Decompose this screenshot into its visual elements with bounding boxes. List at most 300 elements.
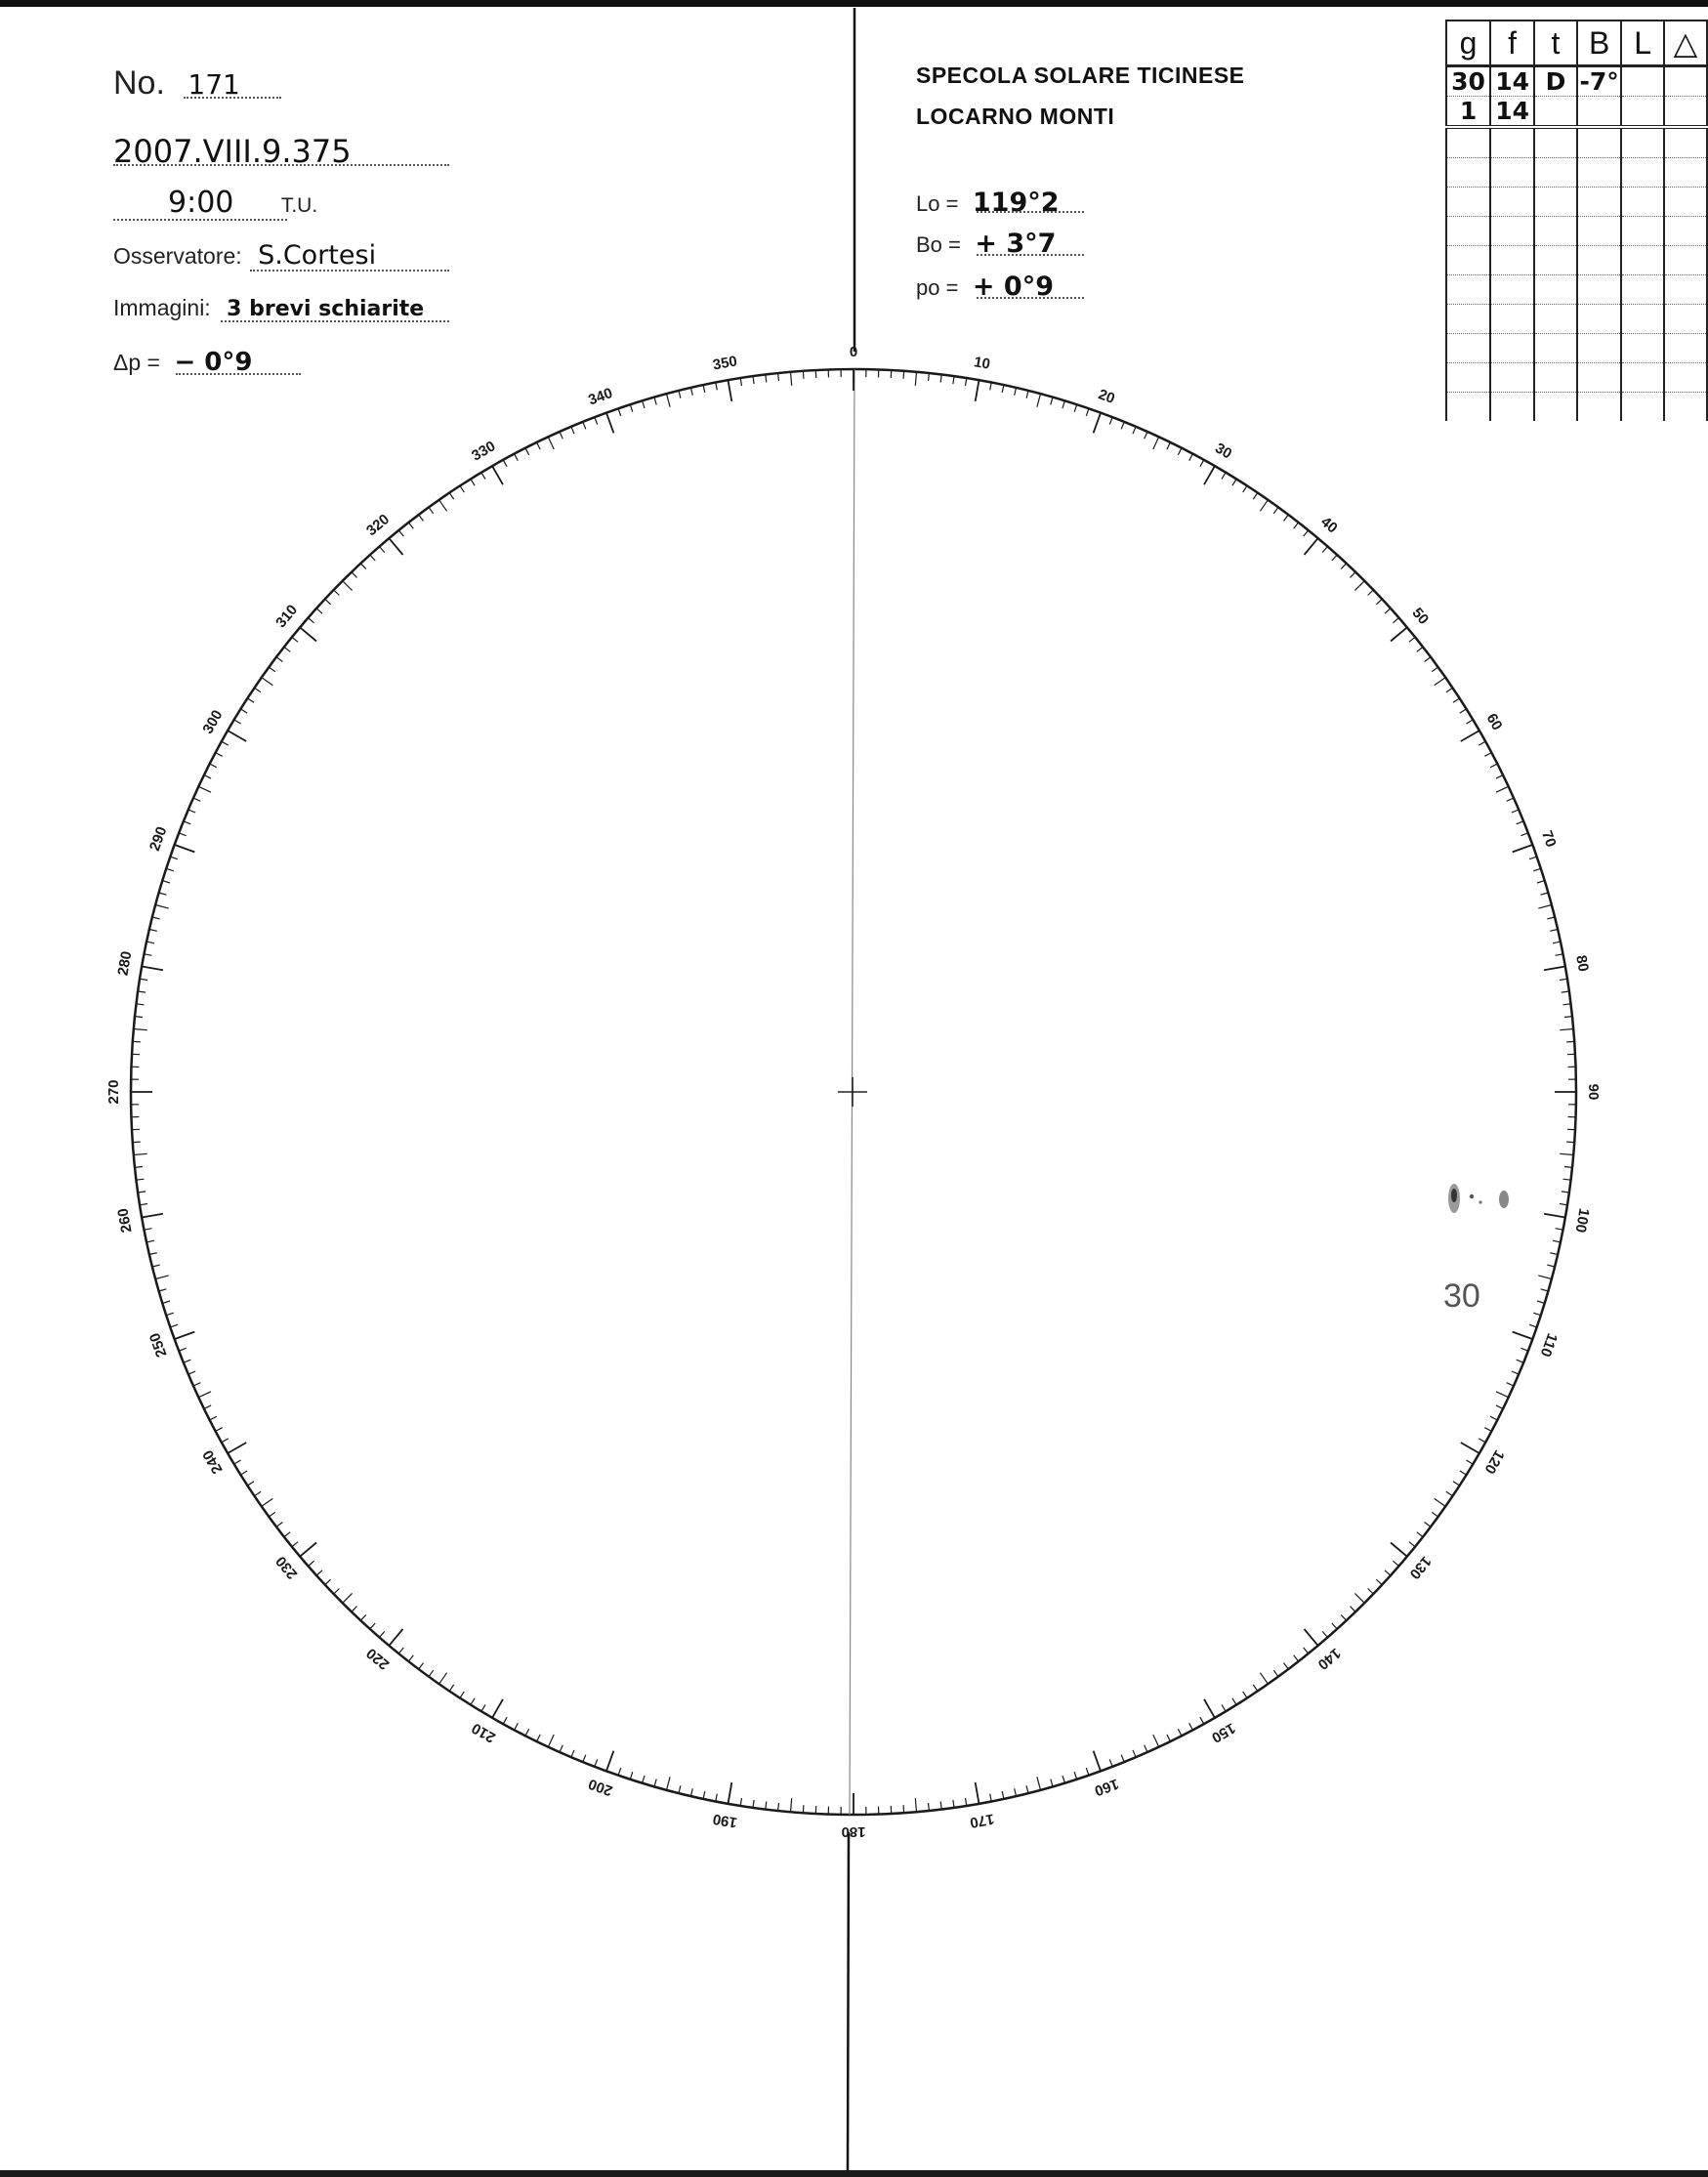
scale-tick [1513, 1332, 1533, 1340]
l0-value: 119°2 [972, 188, 1060, 218]
scale-tick [1074, 1772, 1077, 1779]
scale-tick [903, 371, 904, 379]
scale-tick [595, 417, 598, 424]
scale-tick [1393, 618, 1398, 623]
scale-tick [1466, 1460, 1473, 1464]
scale-tick [429, 507, 434, 514]
scale-tick [1178, 1729, 1182, 1736]
p0-label: po = [916, 275, 959, 300]
scale-tick [525, 448, 529, 455]
scale-tick [1425, 1523, 1431, 1528]
images-value: 3 brevi schiarite [227, 297, 425, 321]
scale-tick [166, 868, 174, 871]
scale-tick [316, 1570, 322, 1575]
scale-tick [155, 1276, 169, 1279]
scale-label: 90 [1585, 1083, 1603, 1101]
scale-label: 240 [199, 1446, 227, 1477]
scale-tick [740, 378, 741, 386]
scale-tick [1385, 608, 1391, 613]
sunspot-small [1470, 1194, 1474, 1198]
scale-tick [753, 376, 754, 384]
scale-tick [630, 1772, 633, 1779]
scale-tick [1322, 1631, 1327, 1637]
scale-tick [222, 741, 229, 745]
scale-label: 220 [363, 1644, 394, 1673]
scale-tick [1376, 599, 1382, 605]
scale-tick [152, 917, 160, 919]
scale-tick [1490, 1416, 1497, 1420]
scale-tick [1533, 868, 1541, 871]
scale-tick [146, 942, 154, 943]
scale-label: 340 [586, 384, 615, 409]
scale-tick [222, 1439, 229, 1443]
scale-tick [791, 372, 792, 386]
scale-label: 80 [1572, 953, 1592, 974]
scale-tick [1533, 1313, 1541, 1316]
scale-tick [1529, 1324, 1537, 1327]
scale-tick [1121, 1755, 1124, 1762]
scale-tick [1243, 485, 1247, 492]
scale-tick [1026, 1785, 1028, 1793]
scale-tick [940, 375, 941, 383]
delta-p-value: − 0°9 [174, 348, 253, 377]
scale-tick [791, 1798, 792, 1812]
scale-tick [537, 1735, 541, 1741]
scale-tick [1002, 385, 1004, 393]
scale-tick [179, 1348, 186, 1351]
scale-tick [654, 398, 656, 405]
scale-tick [1153, 437, 1159, 449]
scale-tick [1563, 1004, 1571, 1005]
scale-tick [175, 845, 195, 853]
scale-tick [729, 1782, 732, 1804]
scale-label: 250 [146, 1330, 171, 1360]
scale-tick [583, 422, 586, 429]
scale-tick [1062, 400, 1064, 408]
scale-tick [929, 1803, 930, 1811]
scale-tick [583, 1755, 586, 1762]
scale-tick [953, 376, 954, 384]
scale-tick [766, 1802, 767, 1810]
scale-tick [228, 1443, 246, 1453]
scale-tick [439, 500, 447, 512]
scale-tick [352, 1607, 357, 1612]
scale-tick [193, 798, 200, 801]
scale-tick [1368, 1589, 1374, 1595]
scale-label: 70 [1537, 828, 1560, 850]
scale-tick [1351, 1607, 1356, 1612]
scale-tick [1453, 1482, 1460, 1486]
scale-tick [1354, 581, 1364, 591]
scale-tick [1425, 657, 1431, 662]
scale-tick [1273, 507, 1278, 514]
scale-tick [643, 400, 645, 408]
scale-tick [360, 564, 366, 569]
p0-value: + 0°9 [972, 272, 1054, 302]
scale-tick [1553, 1240, 1561, 1242]
scale-tick [966, 1798, 967, 1806]
scale-label: 150 [1208, 1719, 1238, 1746]
scale-tick [138, 991, 146, 992]
scale-tick [915, 372, 916, 386]
scale-tick [953, 1800, 954, 1808]
scale-tick [1446, 1491, 1453, 1496]
scale-label: 130 [1405, 1552, 1435, 1582]
scale-tick [1564, 1167, 1572, 1168]
scale-tick [503, 1717, 507, 1724]
scale-tick [471, 1698, 475, 1705]
scale-tick [170, 1324, 178, 1327]
scale-tick [1484, 1428, 1491, 1432]
scale-label: 180 [841, 1823, 866, 1841]
solar-disk [131, 8, 1576, 2170]
scale-tick [155, 905, 169, 909]
scale-tick [1560, 1029, 1573, 1030]
scale-tick [976, 380, 979, 401]
scale-tick [240, 1471, 247, 1475]
l0-label: Lo = [916, 191, 959, 216]
scale-tick [1094, 413, 1102, 434]
scale-label: 60 [1482, 710, 1506, 733]
scale-tick [1109, 417, 1112, 424]
scale-tick [1435, 678, 1446, 686]
scale-tick [1273, 1670, 1278, 1677]
scale-tick [1189, 1723, 1193, 1730]
scale-tick [1553, 942, 1561, 943]
scale-tick [152, 1265, 160, 1267]
scale-tick [1304, 530, 1309, 536]
scale-tick [595, 1759, 598, 1766]
table-cell: -7° [1577, 66, 1622, 97]
scale-tick [1466, 720, 1473, 724]
scale-tick [334, 1589, 340, 1595]
scale-tick [1305, 1629, 1318, 1646]
scale-tick [560, 1745, 562, 1752]
scale-label: 280 [114, 949, 136, 978]
scale-tick [643, 1776, 645, 1783]
scale-label: 20 [1096, 386, 1117, 408]
scale-tick [1200, 460, 1204, 467]
scale-tick [1538, 905, 1552, 909]
scale-tick [1490, 764, 1497, 768]
scale-tick [262, 678, 273, 686]
scale-tick [1391, 1543, 1407, 1557]
scale-tick [142, 1214, 163, 1218]
scale-tick [449, 1685, 454, 1692]
scale-tick [1544, 1214, 1565, 1218]
scale-tick [548, 1735, 554, 1747]
col-header-delta: △ [1664, 21, 1707, 66]
scale-tick [1002, 1791, 1004, 1799]
scale-tick [1564, 1017, 1572, 1018]
scale-tick [1133, 427, 1136, 434]
scale-tick [803, 1805, 804, 1813]
scale-tick [247, 698, 254, 702]
scale-tick [255, 688, 262, 692]
scale-tick [1513, 845, 1533, 853]
sunspot-umbra [1451, 1189, 1457, 1202]
scale-tick [1496, 786, 1509, 792]
scale-tick [471, 479, 475, 485]
scale-label: 140 [1313, 1644, 1344, 1673]
scale-tick [525, 1729, 529, 1736]
scale-tick [408, 1655, 413, 1661]
scale-tick [216, 1428, 223, 1432]
scale-tick [667, 1777, 671, 1790]
scale-tick [1538, 1276, 1552, 1279]
scale-tick [1541, 1289, 1549, 1291]
scale-tick [1189, 454, 1193, 461]
scale-tick [145, 954, 152, 956]
time-suffix: T.U. [280, 194, 318, 217]
scale-label: 160 [1092, 1775, 1121, 1800]
col-header-f: f [1490, 21, 1534, 66]
scale-tick [679, 1785, 681, 1793]
scale-tick [184, 1360, 190, 1362]
scale-tick [1432, 667, 1438, 672]
scale-tick [1550, 930, 1558, 932]
date-value: 2007.VIII.9.375 [113, 133, 352, 170]
scale-tick [1253, 493, 1258, 500]
scale-tick [419, 1663, 424, 1669]
scale-tick [439, 1673, 447, 1685]
scale-tick [1232, 479, 1236, 485]
scale-label: 170 [968, 1810, 996, 1831]
scale-tick [571, 1750, 574, 1757]
scale-tick [1086, 1768, 1089, 1776]
scale-label: 270 [104, 1079, 122, 1105]
scale-tick [360, 1614, 366, 1620]
observer-label: Osservatore: [113, 243, 242, 269]
scale-tick [1562, 991, 1569, 992]
scale-tick [1178, 448, 1182, 455]
scale-tick [343, 581, 353, 591]
scale-tick [515, 454, 519, 461]
scale-tick [419, 515, 424, 521]
scale-tick [803, 371, 804, 379]
scale-tick [915, 1798, 916, 1812]
table-cell: D [1534, 66, 1577, 97]
scale-tick [269, 1512, 275, 1517]
scale-tick [1547, 917, 1555, 919]
scale-tick [1222, 1704, 1226, 1711]
scale-tick [990, 1794, 992, 1802]
col-header-l: L [1621, 21, 1663, 66]
scale-label: 40 [1317, 513, 1341, 537]
scale-tick [1537, 1301, 1545, 1303]
scale-tick [184, 821, 190, 824]
scale-tick [1051, 398, 1053, 405]
scale-tick [1145, 432, 1147, 439]
scale-tick [1284, 515, 1289, 521]
scale-tick [170, 857, 178, 859]
scale-tick [204, 1405, 211, 1409]
scale-label: 50 [1408, 605, 1433, 628]
scale-tick [162, 1301, 170, 1303]
observatory-title: SPECOLA SOLARE TICINESE [916, 63, 1245, 88]
scale-tick [903, 1805, 904, 1813]
scale-tick [1294, 1655, 1299, 1661]
col-header-t: t [1534, 21, 1577, 66]
scale-tick [492, 1699, 503, 1718]
scale-tick [492, 466, 503, 484]
scale-tick [389, 538, 402, 555]
scale-tick [1167, 1735, 1171, 1741]
scale-tick [193, 1383, 200, 1386]
scale-tick [134, 1029, 147, 1030]
scale-tick [398, 1648, 403, 1654]
scale-tick [234, 1460, 241, 1464]
scale-tick [1015, 1788, 1017, 1796]
scale-tick [1435, 1498, 1446, 1506]
scale-tick [216, 753, 223, 757]
scale-tick [481, 473, 485, 480]
scale-tick [1332, 1623, 1337, 1629]
scale-tick [503, 460, 507, 467]
scale-tick [210, 764, 217, 768]
scale-tick [1200, 1717, 1204, 1724]
scale-tick [1537, 881, 1545, 883]
delta-p-label: Δp = [113, 350, 160, 375]
scale-tick [188, 1371, 195, 1374]
scale-tick [234, 720, 241, 724]
scale-tick [166, 1313, 174, 1316]
scale-tick [1376, 1579, 1382, 1585]
scale-tick [1496, 1405, 1503, 1409]
scale-tick [159, 893, 167, 895]
scale-tick [1550, 1253, 1558, 1255]
scale-tick [240, 709, 247, 713]
scale-tick [1051, 1779, 1053, 1787]
scale-tick [1453, 698, 1460, 702]
scale-tick [940, 1802, 941, 1810]
scale-tick [1351, 572, 1356, 578]
scale-tick [966, 378, 967, 386]
scale-tick [137, 1179, 145, 1180]
scale-tick [380, 1631, 385, 1637]
scale-tick [198, 786, 211, 792]
scale-tick [537, 442, 541, 449]
scale-tick [284, 1532, 290, 1537]
scale-tick [309, 618, 314, 623]
scale-tick [571, 427, 574, 434]
scale-tick [140, 1204, 147, 1205]
scale-tick [1037, 1777, 1041, 1790]
scale-tick [1417, 647, 1423, 651]
scale-tick [142, 967, 163, 971]
b0-value: + 3°7 [975, 229, 1057, 259]
scale-tick [679, 391, 681, 398]
scale-tick [149, 1253, 157, 1255]
scale-tick [1521, 1348, 1527, 1351]
scale-tick [1086, 408, 1089, 416]
scale-tick [380, 547, 385, 553]
number-label: No. [113, 64, 165, 102]
scale-tick [1556, 1229, 1563, 1231]
scale-tick [1479, 1439, 1485, 1443]
scale-tick [481, 1704, 485, 1711]
table-cell: 14 [1490, 66, 1534, 97]
scale-tick [1507, 1383, 1514, 1386]
scale-label: 10 [972, 354, 992, 373]
scale-tick [325, 599, 331, 605]
scale-tick [1260, 1673, 1268, 1685]
scale-tick [316, 608, 322, 613]
scale-label: 190 [711, 1810, 739, 1831]
scale-tick [145, 1229, 152, 1231]
scale-tick [370, 555, 375, 561]
scale-tick [149, 930, 157, 932]
scale-label: 120 [1480, 1446, 1508, 1477]
scale-tick [1222, 473, 1226, 480]
scale-tick [133, 1041, 141, 1042]
scale-tick [1204, 1699, 1215, 1718]
scale-tick [198, 1392, 211, 1398]
scale-tick [1204, 466, 1215, 484]
scale-label: 30 [1212, 440, 1235, 463]
b0-label: Bo = [916, 232, 961, 257]
scale-tick [1566, 1041, 1574, 1042]
scale-tick [449, 493, 454, 500]
scale-tick [159, 1289, 167, 1291]
scale-tick [1015, 388, 1017, 396]
scale-tick [1560, 979, 1567, 980]
scale-label: 230 [272, 1552, 302, 1582]
scale-tick [134, 1153, 147, 1154]
scale-label: 350 [711, 353, 739, 374]
scale-tick [210, 1416, 217, 1420]
scale-tick [1529, 857, 1537, 859]
scale-tick [1547, 1265, 1555, 1267]
scale-tick [1145, 1745, 1147, 1752]
scale-tick [162, 881, 170, 883]
scale-tick [300, 627, 316, 641]
scale-label: 110 [1536, 1330, 1561, 1360]
scale-tick [300, 1543, 316, 1557]
scale-tick [175, 1332, 195, 1340]
scale-tick [1232, 1698, 1236, 1705]
scale-tick [1341, 1614, 1347, 1620]
scale-tick [255, 1491, 262, 1496]
scale-tick [1461, 1443, 1479, 1453]
observer-value: S.Cortesi [258, 240, 377, 271]
scale-tick [1446, 688, 1453, 692]
scale-tick [1479, 741, 1485, 745]
scale-tick [146, 1240, 154, 1242]
scale-tick [188, 810, 195, 813]
scale-tick [262, 1498, 273, 1506]
scale-tick [703, 1791, 705, 1799]
scale-label: 210 [469, 1719, 499, 1746]
scale-tick [334, 590, 340, 596]
scale-tick [1391, 627, 1407, 641]
table-cell: 30 [1446, 66, 1490, 97]
time-value: 9:00 [168, 186, 234, 220]
table-cell: 14 [1490, 97, 1534, 128]
sunspot-small [1479, 1200, 1481, 1203]
col-header-b: B [1577, 21, 1622, 66]
scale-tick [716, 383, 718, 391]
scale-tick [1556, 954, 1563, 956]
scale-tick [1484, 753, 1491, 757]
scale-tick [1409, 637, 1415, 642]
scale-tick [137, 1004, 145, 1005]
scale-tick [606, 1751, 614, 1772]
scale-tick [284, 647, 290, 651]
sunspot-follower [1499, 1191, 1509, 1208]
scale-tick [691, 1788, 693, 1796]
scale-label: 260 [114, 1206, 136, 1235]
